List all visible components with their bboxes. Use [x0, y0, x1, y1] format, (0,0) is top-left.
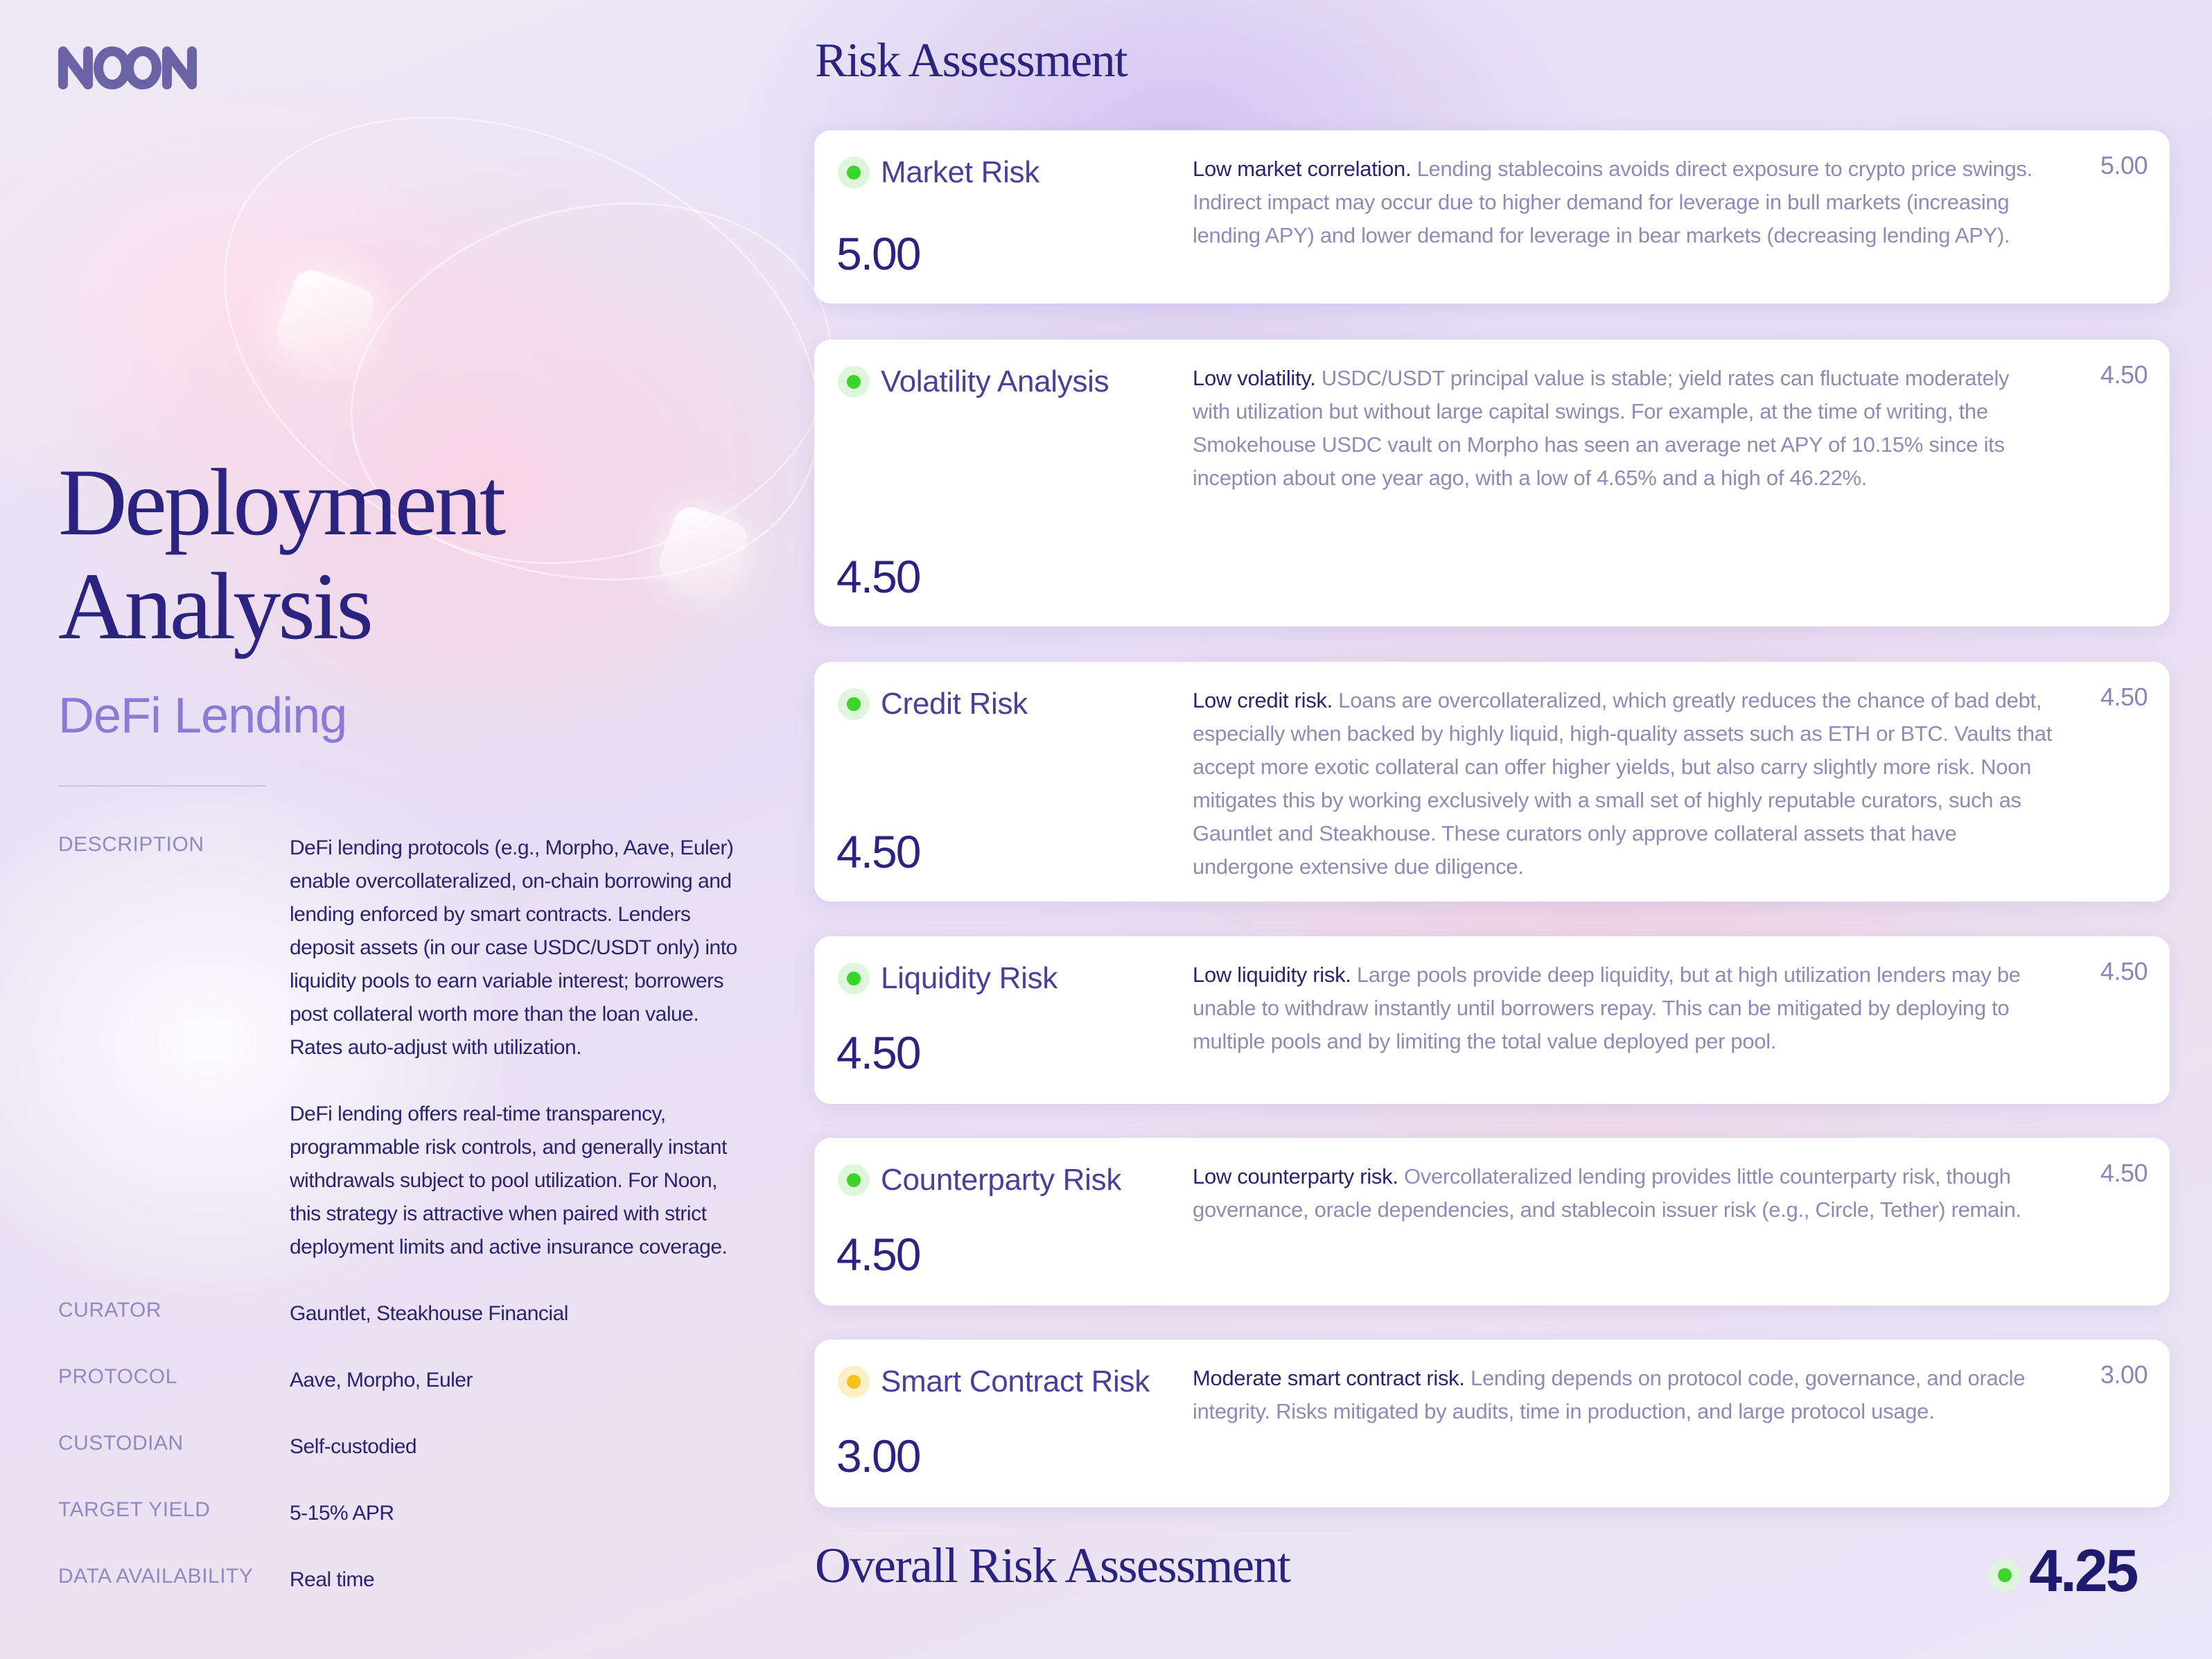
protocol-value: Aave, Morpho, Euler: [290, 1369, 473, 1392]
risk-card-score: 4.50: [836, 1027, 920, 1078]
description-value: [290, 832, 740, 1264]
title-line-2: Analysis: [58, 553, 371, 659]
target-yield-label: TARGET YIELD: [58, 1498, 211, 1521]
risk-card-detail: Lending stablecoins avoids direct exposure to crypto price swings. Indirect impact may occur due to higher demand for leverage in bull markets (increasing lending APY) and lower demand for leverage in bear markets (decreasing lending APY).: [1193, 157, 2033, 247]
risk-card-description: [1193, 1362, 2052, 1428]
risk-card-summary: Low counterparty risk.: [1193, 1164, 1398, 1188]
overall-risk-title: Overall Risk Assessment: [815, 1538, 1290, 1593]
risk-card-summary: Low market correlation.: [1193, 157, 1412, 181]
status-dot-icon: [838, 1164, 870, 1196]
risk-card-name: Credit Risk: [881, 687, 1028, 721]
info-row-description: [58, 832, 740, 1264]
risk-card-score-small: 4.50: [2100, 360, 2148, 389]
title-block: [58, 450, 503, 744]
curator-value: Gauntlet, Steakhouse Financial: [290, 1302, 568, 1325]
risk-card-name: Volatility Analysis: [881, 365, 1109, 398]
info-row-protocol: [58, 1364, 740, 1397]
risk-card-name: Market Risk: [881, 155, 1039, 189]
risk-card-score: 4.50: [836, 1229, 920, 1280]
custodian-label: CUSTODIAN: [58, 1432, 184, 1455]
risk-card-credit: [814, 662, 2170, 902]
noon-logo: [57, 42, 204, 90]
data-availability-label: DATA AVAILABILITY: [58, 1565, 254, 1588]
risk-card-score: 5.00: [836, 228, 920, 279]
status-dot-icon: [838, 366, 870, 398]
risk-card-score: 3.00: [836, 1430, 920, 1482]
risk-card-detail: Loans are overcollateralized, which greatly reduces the chance of bad debt, especially when backed by highly liquid, high-quality assets such as ETH or BTC. Vaults that accept more exotic collateral can offer higher yields, but also carry slightly more risk. Noon mitigates this by working exclusively with a small set of highly reputable curators, such as Gauntlet and Steakhouse. These curators only approve collateral assets that have undergone extensive due diligence.: [1193, 688, 2053, 879]
risk-card-summary: Low liquidity risk.: [1193, 963, 1351, 987]
risk-card-summary: Low credit risk.: [1193, 688, 1333, 712]
risk-card-detail: Large pools provide deep liquidity, but at high utilization lenders may be unable to withdraw instantly until borrowers repay. This can be mitigated by deploying to multiple pools and by limiting the total value deployed per pool.: [1193, 963, 2021, 1053]
risk-card-score-small: 4.50: [2100, 957, 2148, 985]
risk-card-description: [1193, 958, 2052, 1058]
risk-card-detail: USDC/USDT principal value is stable; yield rates can fluctuate moderately with utilization but without large capital swings. For example, at the time of writing, the Smokehouse USDC vault on Morpho has seen an average net APY of 10.15% since its inception about one year ago, with a low of 4.65% and a high of 46.22%.: [1193, 366, 2010, 490]
risk-card-description: [1193, 684, 2052, 884]
risk-card-name: Liquidity Risk: [881, 961, 1058, 995]
target-yield-value: 5-15% APR: [290, 1502, 394, 1525]
risk-card-smart-contract: [814, 1340, 2170, 1507]
risk-card-score-small: 4.50: [2100, 683, 2148, 711]
risk-card-summary: Low volatility.: [1193, 366, 1316, 390]
curator-label: CURATOR: [58, 1299, 162, 1322]
noon-logo-icon: [57, 42, 204, 90]
risk-card-description: [1193, 362, 2052, 495]
risk-card-detail: Overcollateralized lending provides little counterparty risk, though governance, oracle dependencies, and stablecoin issuer risk (e.g., Circle, Tether) remain.: [1193, 1164, 2021, 1222]
page-subtitle: DeFi Lending: [58, 688, 347, 744]
risk-card-detail: Lending depends on protocol code, governance, and oracle integrity. Risks mitigated by audits, time in production, and large protocol usage.: [1193, 1366, 2026, 1423]
description-paragraph-2: DeFi lending offers real-time transparency, programmable risk controls, and generally instant withdrawals subject to pool utilization. For Noon, this strategy is attractive when paired with strict deployment limits and active insurance coverage.: [290, 1103, 728, 1258]
status-dot-icon: [838, 688, 870, 720]
risk-card-score-small: 5.00: [2100, 151, 2148, 179]
risk-card-score: 4.50: [836, 826, 920, 877]
risk-card-market: [814, 130, 2170, 304]
risk-card-name: Smart Contract Risk: [881, 1364, 1150, 1398]
page-title: [58, 450, 503, 658]
risk-card-volatility: [814, 340, 2170, 626]
risk-card-description: [1193, 152, 2052, 252]
risk-card-score-small: 3.00: [2100, 1360, 2148, 1389]
info-row-data-availability: [58, 1563, 740, 1597]
title-line-1: Deployment: [58, 449, 504, 555]
status-dot-icon: [838, 963, 870, 994]
risk-card-summary: Moderate smart contract risk.: [1193, 1366, 1465, 1390]
overall-status-dot-icon: [1989, 1559, 2021, 1591]
risk-card-score: 4.50: [836, 551, 920, 602]
description-paragraph-1: DeFi lending protocols (e.g., Morpho, Aave, Euler) enable overcollateralized, on-chain borrowing and lending enforced by smart contracts. Lenders deposit assets (in our case USDC/USDT only) into liquidity pools to earn variable interest; borrowers post collateral worth more than the loan value. Rates auto-adjust with utilization.: [290, 836, 737, 1059]
data-availability-value: Real time: [290, 1568, 375, 1591]
description-label: DESCRIPTION: [58, 833, 204, 856]
status-dot-icon: [838, 157, 870, 188]
info-row-curator: [58, 1297, 740, 1331]
overall-risk-score: 4.25: [2029, 1538, 2137, 1604]
risk-card-name: Counterparty Risk: [881, 1163, 1122, 1197]
custodian-value: Self-custodied: [290, 1435, 417, 1458]
risk-card-liquidity: [814, 936, 2170, 1104]
info-row-custodian: [58, 1430, 740, 1464]
status-dot-icon: [838, 1366, 870, 1398]
risk-card-score-small: 4.50: [2100, 1159, 2148, 1187]
info-row-target-yield: [58, 1497, 740, 1530]
risk-card-description: [1193, 1160, 2052, 1227]
divider: [58, 785, 266, 787]
risk-card-counterparty: [814, 1138, 2170, 1306]
protocol-label: PROTOCOL: [58, 1365, 177, 1388]
risk-assessment-title: Risk Assessment: [815, 34, 1127, 87]
